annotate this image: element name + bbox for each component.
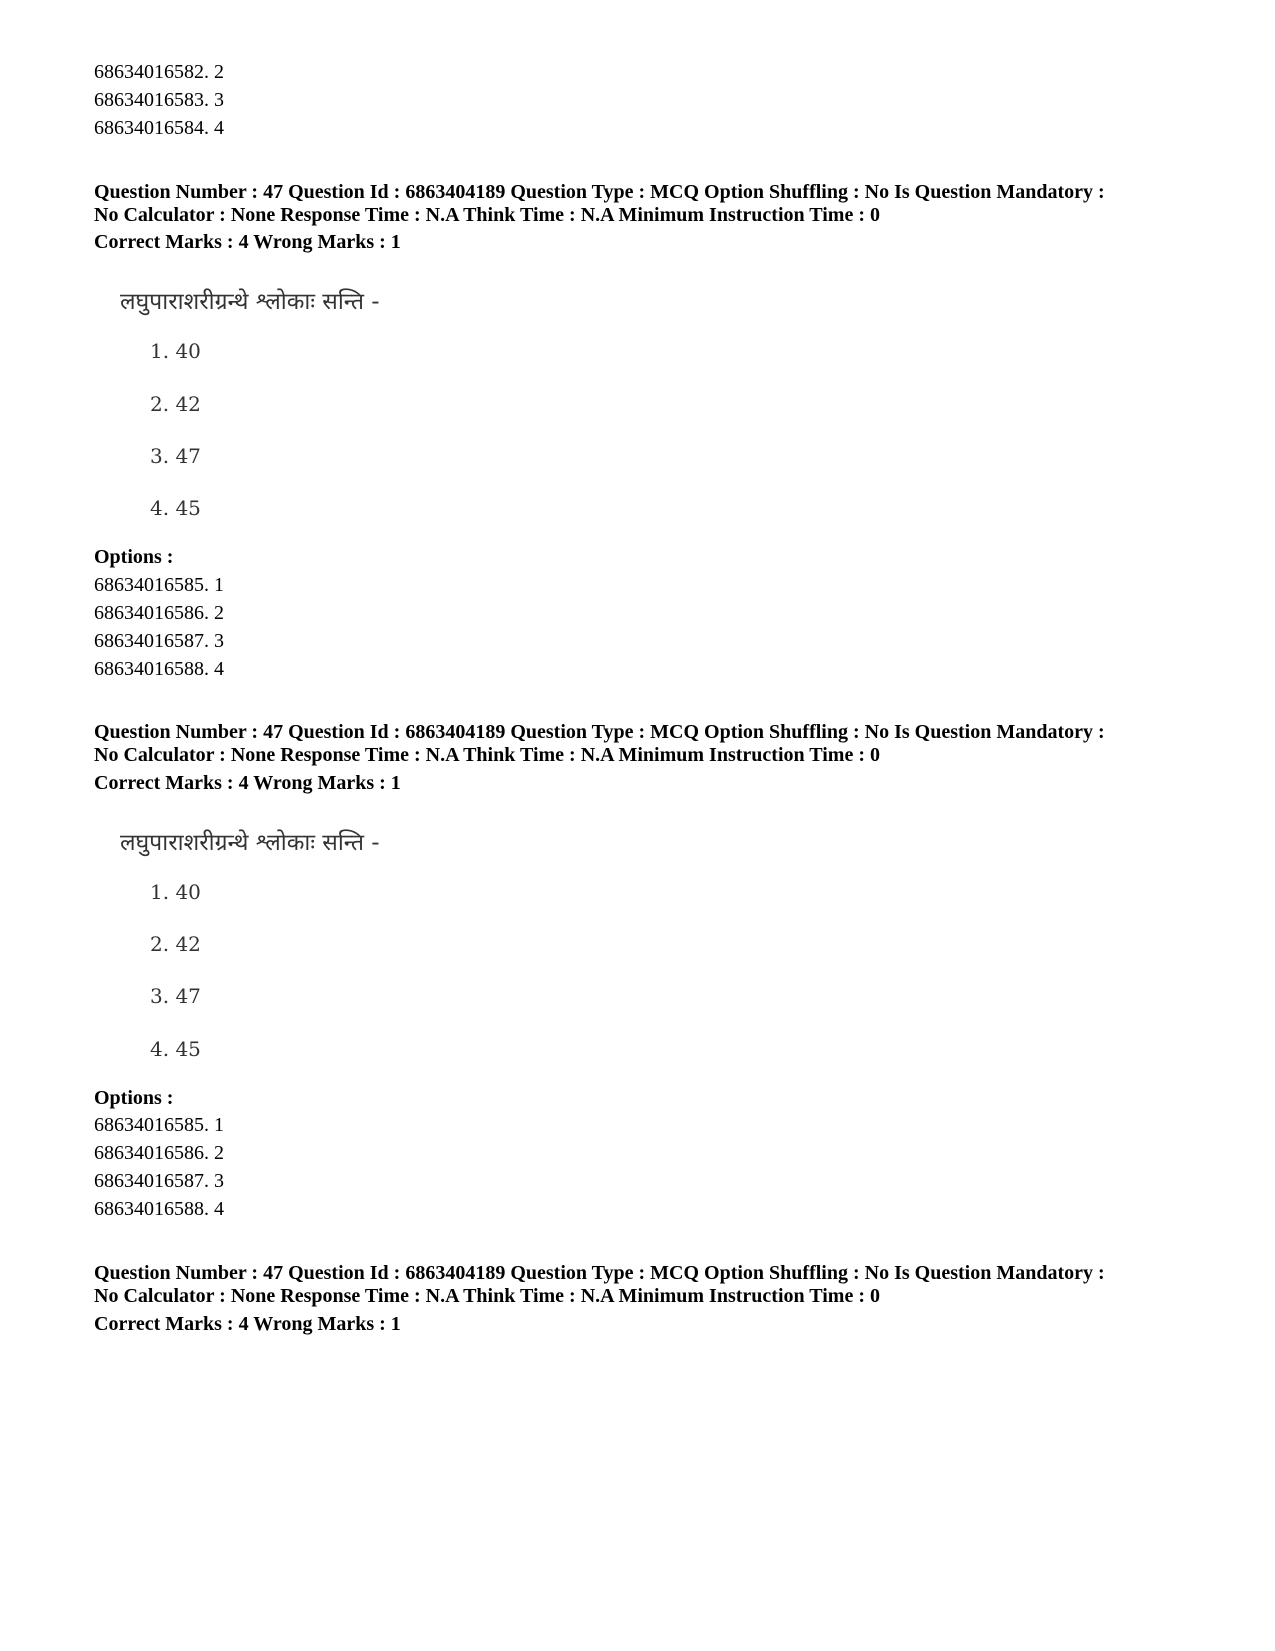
question-header-line2: No Calculator : None Response Time : N.A Think Time : N.A Minimum Instruction Time : 0 bbox=[94, 744, 880, 766]
question-option: 2. 42 bbox=[150, 932, 201, 956]
option-line: 68634016585. 1 bbox=[94, 1114, 224, 1136]
question-marks: Correct Marks : 4 Wrong Marks : 1 bbox=[94, 1313, 401, 1335]
question-option: 3. 47 bbox=[150, 984, 201, 1008]
question-option: 1. 40 bbox=[150, 880, 201, 904]
question-header-line1: Question Number : 47 Question Id : 6863404189 Question Type : MCQ Option Shuffling : No Is Question Mandatory : bbox=[94, 181, 1105, 203]
question-header-line2: No Calculator : None Response Time : N.A Think Time : N.A Minimum Instruction Time : 0 bbox=[94, 1285, 880, 1307]
question-text: लघुपाराशरीग्रन्थे श्लोकाः सन्ति - bbox=[120, 830, 380, 856]
question-marks: Correct Marks : 4 Wrong Marks : 1 bbox=[94, 772, 401, 794]
option-line: 68634016585. 1 bbox=[94, 574, 224, 596]
options-label: Options : bbox=[94, 546, 174, 568]
option-line: 68634016586. 2 bbox=[94, 602, 224, 624]
option-line: 68634016586. 2 bbox=[94, 1142, 224, 1164]
question-header-line1: Question Number : 47 Question Id : 6863404189 Question Type : MCQ Option Shuffling : No Is Question Mandatory : bbox=[94, 721, 1105, 743]
question-text: लघुपाराशरीग्रन्थे श्लोकाः सन्ति - bbox=[120, 289, 380, 315]
option-line: 68634016584. 4 bbox=[94, 117, 224, 139]
option-line: 68634016587. 3 bbox=[94, 1170, 224, 1192]
question-header-line1: Question Number : 47 Question Id : 6863404189 Question Type : MCQ Option Shuffling : No Is Question Mandatory : bbox=[94, 1262, 1105, 1284]
option-line: 68634016587. 3 bbox=[94, 630, 224, 652]
question-option: 3. 47 bbox=[150, 444, 201, 468]
question-header-line2: No Calculator : None Response Time : N.A Think Time : N.A Minimum Instruction Time : 0 bbox=[94, 204, 880, 226]
question-option: 2. 42 bbox=[150, 392, 201, 416]
question-option: 4. 45 bbox=[150, 496, 201, 520]
option-line: 68634016588. 4 bbox=[94, 658, 224, 680]
option-line: 68634016583. 3 bbox=[94, 89, 224, 111]
option-line: 68634016588. 4 bbox=[94, 1198, 224, 1220]
question-option: 1. 40 bbox=[150, 339, 201, 363]
option-line: 68634016582. 2 bbox=[94, 61, 224, 83]
question-option: 4. 45 bbox=[150, 1037, 201, 1061]
options-label: Options : bbox=[94, 1087, 174, 1109]
question-marks: Correct Marks : 4 Wrong Marks : 1 bbox=[94, 231, 401, 253]
